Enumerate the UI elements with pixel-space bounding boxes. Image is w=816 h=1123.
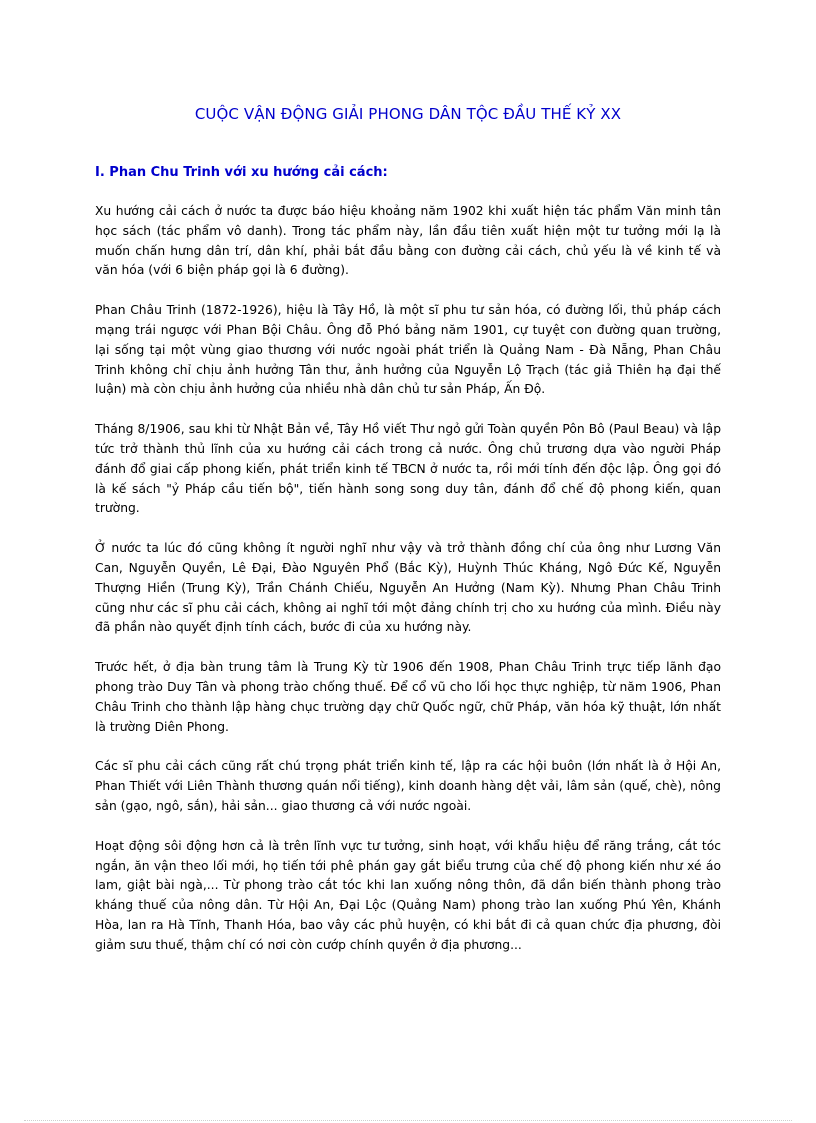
- section-heading: I. Phan Chu Trinh với xu hướng cải cách:: [95, 165, 388, 180]
- page-bottom-divider: [24, 1120, 792, 1121]
- paragraph-5: Trước hết, ở địa bàn trung tâm là Trung Kỳ từ 1906 đến 1908, Phan Châu Trinh trực tiếp lãnh đạo phong trào Duy Tân và phong trào chống thuế. Để cổ vũ cho lối học thực nghiệp, từ năm 1906, Phan Châu Trinh cho thành lập hàng chục trường dạy chữ Quốc ngữ, chữ Pháp, văn hóa kỹ thuật, lớn nhất là trường Diên Phong.: [95, 660, 721, 734]
- paragraph-4: Ở nước ta lúc đó cũng không ít người nghĩ như vậy và trở thành đồng chí của ông như Lương Văn Can, Nguyễn Quyền, Lê Đại, Đào Nguyên Phổ (Bắc Kỳ), Huỳnh Thúc Kháng, Ngô Đức Kế, Nguyễn Thượng Hiền (Trung Kỳ), Trần Chánh Chiếu, Nguyễn An Hưởng (Nam Kỳ). Nhưng Phan Châu Trinh cũng như các sĩ phu cải cách, không ai nghĩ tới một đảng chính trị cho xu hướng của mình. Điều này đã phần nào quyết định tính cách, bước đi của xu hướng này.: [95, 541, 721, 635]
- paragraph-6: Các sĩ phu cải cách cũng rất chú trọng phát triển kinh tế, lập ra các hội buôn (lớn nhất là ở Hội An, Phan Thiết với Liên Thành thương quán nổi tiếng), kinh doanh hàng dệt vải, lâm sản (quế, chè), nông sản (gạo, ngô, sắn), hải sản... giao thương cả với nước ngoài.: [95, 759, 721, 813]
- document-title: CUỘC VẬN ĐỘNG GIẢI PHONG DÂN TỘC ĐẦU THẾ KỶ XX: [194, 105, 622, 123]
- paragraph-1: Xu hướng cải cách ở nước ta được báo hiệu khoảng năm 1902 khi xuất hiện tác phẩm Văn minh tân học sách (tác phẩm vô danh). Trong tác phẩm này, lần đầu tiên xuất hiện một tư tưởng mới lạ là muốn chấn hưng dân trí, dân khí, phải bắt đầu bằng con đường cải cách, chủ yếu là về kinh tế và văn hóa (với 6 biện pháp gọi là 6 đường).: [95, 204, 721, 278]
- paragraph-7: Hoạt động sôi động hơn cả là trên lĩnh vực tư tưởng, sinh hoạt, với khẩu hiệu để răng trắng, cắt tóc ngắn, ăn vận theo lối mới, họ tiến tới phê phán gay gắt biểu trưng của chế độ phong kiến như xé áo lam, giật bài ngà,... Từ phong trào cắt tóc khi lan xuống nông thôn, đã dần biến thành phong trào kháng thuế của nông dân. Từ Hội An, Đại Lộc (Quảng Nam) phong trào lan xuống Phú Yên, Khánh Hòa, lan ra Hà Tĩnh, Thanh Hóa, bao vây các phủ huyện, có khi bắt đi cả quan chức địa phương, đòi giảm sưu thuế, thậm chí có nơi còn cướp chính quyền ở địa phương...: [95, 838, 721, 952]
- paragraph-3: Tháng 8/1906, sau khi từ Nhật Bản về, Tây Hồ viết Thư ngỏ gửi Toàn quyền Pôn Bô (Paul Beau) và lập tức trở thành thủ lĩnh của xu hướng cải cách trong cả nước. Ông chủ trương dựa vào người Pháp đánh đổ giai cấp phong kiến, phát triển kinh tế TBCN ở nước ta, rồi mới tính đến độc lập. Ông gọi đó là kế sách "ỷ Pháp cầu tiến bộ", tiến hành song song duy tân, đánh đổ chế độ phong kiến, quan trường.: [95, 422, 721, 516]
- paragraph-2: Phan Châu Trinh (1872-1926), hiệu là Tây Hồ, là một sĩ phu tư sản hóa, có đường lối, thủ pháp cách mạng trái ngược với Phan Bội Châu. Ông đỗ Phó bảng năm 1901, cự tuyệt con đường quan trường, lại sống tại một vùng giao thương với nước ngoài phát triển là Quảng Nam - Đà Nẵng, Phan Châu Trinh không chỉ chịu ảnh hưởng Tân thư, ảnh hưởng của Nguyễn Lộ Trạch (tác giả Thiên hạ đại thế luận) mà còn chịu ảnh hưởng của nhiều nhà dân chủ tư sản Pháp, Ấn Độ.: [95, 303, 721, 397]
